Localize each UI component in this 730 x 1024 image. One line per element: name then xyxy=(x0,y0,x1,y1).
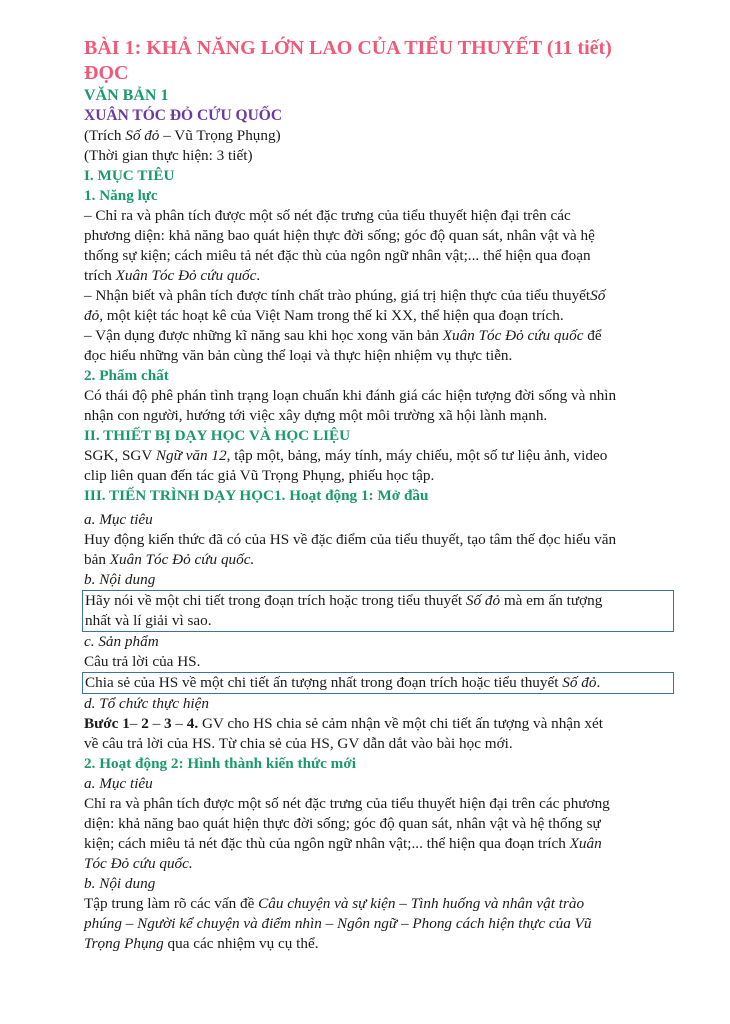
span: Tóc Đỏ cứu quốc xyxy=(84,855,189,872)
para-line: phương diện: khả năng bao quát hiện thực đời sống; góc độ quan sát, nhân vật và hệ xyxy=(84,227,595,244)
span: Số đỏ xyxy=(562,674,597,691)
para-line: phúng – Người kể chuyện và điểm nhìn – Ngôn ngữ – Phong cách hiện thực của Vũ xyxy=(84,915,592,932)
para-line xyxy=(85,673,671,693)
para-line: – Chỉ ra và phân tích được một số nét đặc trưng của tiểu thuyết hiện đại trên các xyxy=(84,207,571,224)
span: trích xyxy=(84,267,116,284)
span: Xuân Tóc Đỏ cứu quốc xyxy=(115,267,257,284)
span: . xyxy=(188,855,193,872)
para-line xyxy=(84,286,684,306)
para-line xyxy=(84,834,684,854)
lesson-title: BÀI 1: KHẢ NĂNG LỚN LAO CỦA TIỂU THUYẾT (11 tiết) xyxy=(84,37,612,59)
para-line xyxy=(84,854,684,874)
span: Trọng Phụng xyxy=(84,935,164,952)
para-line: nhận con người, hướng tới việc xây dựng một môi trường xã hội lành mạnh. xyxy=(84,407,548,424)
span: Số đỏ xyxy=(465,592,501,609)
span: , tập một, bảng, máy tính, máy chiếu, một số tư liệu ảnh, video xyxy=(226,447,608,464)
text-name: XUÂN TÓC ĐỎ CỨU QUỐC xyxy=(84,107,283,124)
label-objective: a. Mục tiêu xyxy=(84,511,153,528)
para-line: diện: khả năng bao quát hiện thực đời sống; góc độ quan sát, nhân vật và hệ thống sự xyxy=(84,815,601,832)
para-line: về câu trả lời của HS. Từ chia sẻ của HS, GV dẫn dắt vào bài học mới. xyxy=(84,735,513,752)
section-reading: ĐỌC xyxy=(84,62,129,84)
content-box xyxy=(82,590,674,632)
para-line: Huy động kiến thức đã có của HS về đặc điểm của tiểu thuyết, tạo tâm thế đọc hiểu văn xyxy=(84,531,617,548)
duration: (Thời gian thực hiện: 3 tiết) xyxy=(84,147,253,164)
label-content: b. Nội dung xyxy=(84,875,156,892)
span: – Nhận biết và phân tích được tính chất trào phúng, giá trị hiện thực của tiểu thuyết xyxy=(84,287,591,304)
span: . xyxy=(256,267,261,284)
span: Số xyxy=(590,287,606,304)
span: – Vận dụng được những kĩ năng sau khi học xong văn bản xyxy=(84,327,443,344)
para-line xyxy=(84,894,684,914)
para-line: đọc hiểu những văn bản cùng thể loại và thực hiện nhiệm vụ thực tiễn. xyxy=(84,347,513,364)
excerpt-line xyxy=(84,126,684,146)
label-content: b. Nội dung xyxy=(84,571,156,588)
para-line xyxy=(84,446,684,466)
span: 4. xyxy=(186,715,199,732)
para-line: Chỉ ra và phân tích được một số nét đặc trưng của tiểu thuyết hiện đại trên các phương xyxy=(84,795,610,812)
span: Câu chuyện và sự kiện – Tình huống và nhân vật trào xyxy=(258,895,585,912)
span: 2 xyxy=(141,715,149,732)
span: một kiệt tác hoạt kê của Việt Nam trong thế kỉ XX, thể hiện qua đoạn trích. xyxy=(102,307,564,324)
excerpt-post: – Vũ Trọng Phụng) xyxy=(159,127,281,144)
span: Xuân Tóc Đỏ cứu quốc. xyxy=(109,551,255,568)
span: Hãy nói về một chi tiết trong đoạn trích hoặc trong tiểu thuyết xyxy=(85,592,466,609)
heading-process: III. TIẾN TRÌNH DẠY HỌC1. Hoạt động 1: Mở đầu xyxy=(84,487,429,504)
span: bản xyxy=(84,551,110,568)
span: Ngữ văn 12 xyxy=(155,447,227,464)
span: 3 xyxy=(163,715,172,732)
excerpt-pre: (Trích xyxy=(84,127,126,144)
span: Xuân xyxy=(569,835,602,852)
span: – xyxy=(171,715,187,732)
para-line xyxy=(84,266,684,286)
para-line xyxy=(84,550,684,570)
span: đỏ, xyxy=(84,307,103,324)
text-label: VĂN BẢN 1 xyxy=(84,87,169,104)
excerpt-work: Số đỏ xyxy=(125,127,160,144)
heading-objectives: I. MỤC TIÊU xyxy=(84,167,175,184)
span: Tập trung làm rõ các vấn đề xyxy=(84,895,259,912)
label-objective: a. Mục tiêu xyxy=(84,775,153,792)
heading-activity-2: 2. Hoạt động 2: Hình thành kiến thức mới xyxy=(84,755,356,772)
para-line xyxy=(85,591,671,611)
span: để xyxy=(583,327,602,344)
label-organization: d. Tổ chức thực hiện xyxy=(84,695,209,712)
para-line xyxy=(84,306,684,326)
span: – xyxy=(129,715,142,732)
span: GV cho HS chia sẻ cảm nhận về một chi tiết ấn tượng và nhận xét xyxy=(198,715,603,732)
heading-qualities: 2. Phẩm chất xyxy=(84,367,169,384)
para-line: thống sự kiện; cách miêu tả nét đặc thù của ngôn ngữ nhân vật;... thể hiện qua đoạn xyxy=(84,247,591,264)
para-line xyxy=(84,326,684,346)
span: Xuân Tóc Đỏ cứu quốc xyxy=(442,327,584,344)
span: SGK, SGV xyxy=(84,447,156,464)
span: Bước 1 xyxy=(84,715,130,732)
span: mà em ấn tượng xyxy=(500,592,603,609)
span: qua các nhiệm vụ cụ thể. xyxy=(163,935,319,952)
span: – xyxy=(148,715,164,732)
para-line xyxy=(84,714,684,734)
product-box xyxy=(82,672,674,694)
heading-equipment: II. THIẾT BỊ DẠY HỌC VÀ HỌC LIỆU xyxy=(84,427,351,444)
span: kiện; cách miêu tả nét đặc thù của ngôn ngữ nhân vật;... thể hiện qua đoạn trích xyxy=(84,835,570,852)
document-page xyxy=(84,36,684,954)
span: Chia sẻ của HS về một chi tiết ấn tượng nhất trong đoạn trích hoặc tiểu thuyết xyxy=(85,674,563,691)
heading-competence: 1. Năng lực xyxy=(84,187,158,204)
label-product: c. Sản phẩm xyxy=(84,633,159,650)
para-line xyxy=(84,934,684,954)
para-line: Câu trả lời của HS. xyxy=(84,653,201,670)
span: . xyxy=(596,674,601,691)
para-line: clip liên quan đến tác giả Vũ Trọng Phụng, phiếu học tập. xyxy=(84,467,435,484)
para-line: nhất và lí giải vì sao. xyxy=(85,612,212,629)
para-line: Có thái độ phê phán tình trạng loạn chuẩn khi đánh giá các hiện tượng đời sống và nhìn xyxy=(84,387,617,404)
